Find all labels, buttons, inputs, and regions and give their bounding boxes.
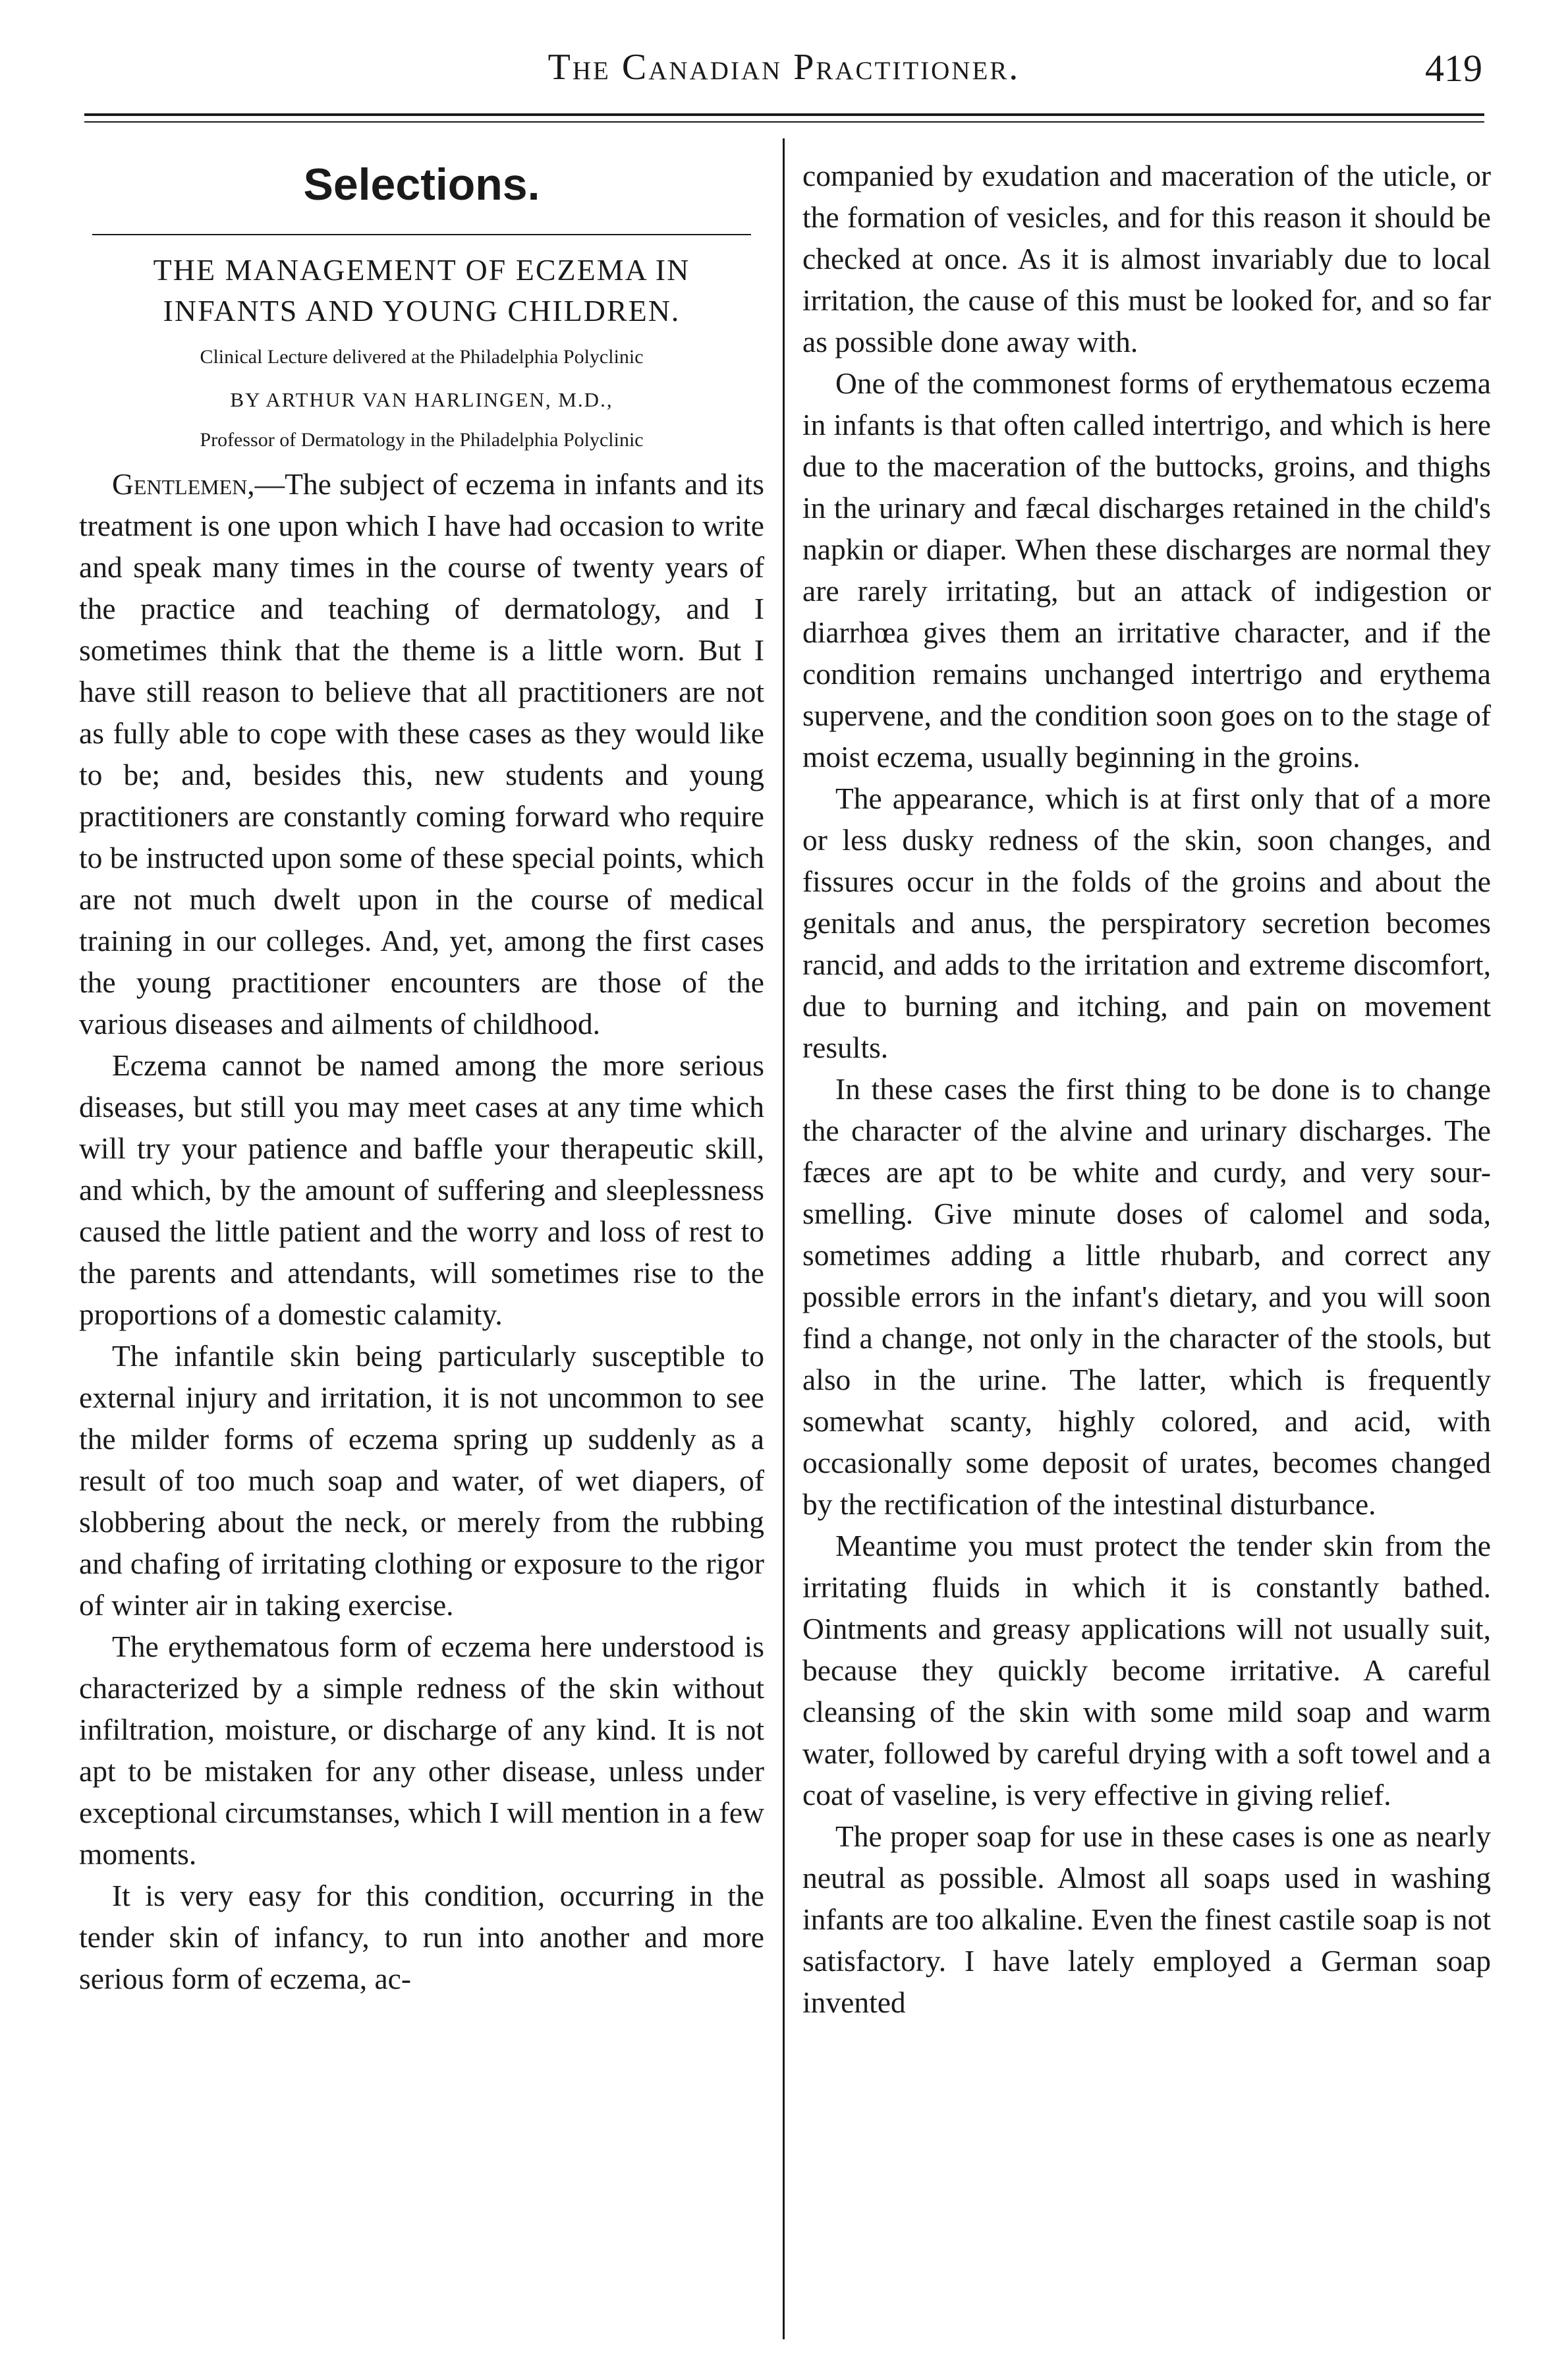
paragraph: The erythematous form of eczema here understood is characterized by a simple redness of the skin without infiltration, moisture, or discharge of any kind. It is not apt to be mistaken for any other disease, unless under exceptional circumstanses, which I will mention in a few moments. <box>79 1630 764 1871</box>
running-head <box>0 46 1568 99</box>
paragraph: Eczema cannot be named among the more serious diseases, but still you may meet cases at any time which will try your patience and baffle your therapeutic skill, and which, by the amount of suffering and sleeplessness caused the little patient and the worry and loss of rest to the parents and attendants, will sometimes rise to the proportions of a domestic calamity. <box>79 1048 764 1331</box>
paragraph: It is very easy for this condition, occurring in the tender skin of infancy, to run into another and more serious form of eczema, ac- <box>79 1879 764 1995</box>
right-column <box>802 155 1491 2023</box>
left-column <box>79 155 764 1999</box>
paragraph <box>79 463 764 1044</box>
header-rule-thin <box>84 121 1484 123</box>
author-byline: BY ARTHUR VAN HARLINGEN, M.D., <box>230 388 613 411</box>
page-number: 419 <box>1425 47 1482 90</box>
header-rule-thick <box>84 113 1484 116</box>
heading-rule <box>92 234 751 235</box>
article-title-line-2: INFANTS AND YOUNG CHILDREN. <box>163 294 681 328</box>
section-heading: Selections. <box>303 159 540 210</box>
paragraph: One of the commonest forms of erythematous eczema in infants is that often called intertrigo, and which is here due to the maceration of the buttocks, groins, and thighs in the urinary and fæcal discharges retained in the child's napkin or diaper. When these discharges are normal they are rarely irritating, but an attack of indigestion or diarrhœa gives them an irritative character, and if the condition remains unchanged intertrigo and erythema supervene, and the condition soon goes on to the stage of moist eczema, usually beginning in the groins. <box>802 366 1491 774</box>
lecture-subtitle: Clinical Lecture delivered at the Philadelphia Polyclinic <box>200 346 644 368</box>
journal-title: The Canadian Practitioner. <box>547 47 1021 88</box>
paragraph: companied by exudation and maceration of the uticle, or the formation of vesicles, and for this reason it should be checked at once. As it is almost invariably due to local irritation, the cause of this must be looked for, and so far as possible done away with. <box>802 159 1491 358</box>
article-title-line-1: THE MANAGEMENT OF ECZEMA IN <box>153 253 690 287</box>
paragraph: The infantile skin being particularly susceptible to external injury and irritation, it is not uncommon to see the milder forms of eczema spring up suddenly as a result of too much soap and water, of wet diapers, of slobbering about the neck, or merely from the rubbing and chafing of irritating clothing or exposure to the rigor of winter air in taking exercise. <box>79 1339 764 1622</box>
paragraph: In these cases the first thing to be done is to change the character of the alvine and urinary discharges. The fæces are apt to be white and curdy, and very sour-smelling. Give minute doses of calomel and soda, sometimes adding a little rhubarb, and correct any possible errors in the infant's dietary, and you will soon find a change, not only in the character of the stools, but also in the urine. The latter, which is frequently somewhat scanty, highly colored, and acid, with occasionally some deposit of urates, becomes changed by the rectification of the intestinal disturbance. <box>802 1072 1491 1521</box>
column-divider <box>783 138 785 2339</box>
paragraph: The appearance, which is at first only that of a more or less dusky redness of the skin, soon changes, and fissures occur in the folds of the groins and about the genitals and anus, the perspiratory secretion becomes rancid, and adds to the irritation and extreme discomfort, due to burning and itching, and pain on movement results. <box>802 782 1491 1064</box>
paragraph: Meantime you must protect the tender skin from the irritating fluids in which it is constantly bathed. Ointments and greasy applications will not usually suit, because they quickly become irritative. A careful cleansing of the skin with some mild soap and warm water, followed by careful drying with a soft towel and a coat of vaseline, is very effective in giving relief. <box>802 1529 1491 1811</box>
paragraph: The proper soap for use in these cases is one as nearly neutral as possible. Almost all soaps used in washing infants are too alkaline. Even the finest castile soap is not satisfactory. I have lately employed a German soap invented <box>802 1819 1491 2019</box>
paragraph-text: —The subject of eczema in infants and its treatment is one upon which I have had occasion to write and speak many times in the course of twenty years of the practice and teaching of dermatology, and I sometimes think that the theme is a little worn. But I have still reason to believe that all practitioners are not as fully able to cope with these cases as they would like to be; and, besides this, new students and young practitioners are constantly coming forward who require to be instructed upon some of these special points, which are not much dwelt upon in the course of medical training in our colleges. And, yet, among the first cases the young practitioner encounters are those of the various diseases and ailments of childhood. <box>79 467 764 1041</box>
author-affiliation: Professor of Dermatology in the Philadelphia Polyclinic <box>200 429 644 451</box>
salutation: Gentlemen, <box>112 467 255 501</box>
